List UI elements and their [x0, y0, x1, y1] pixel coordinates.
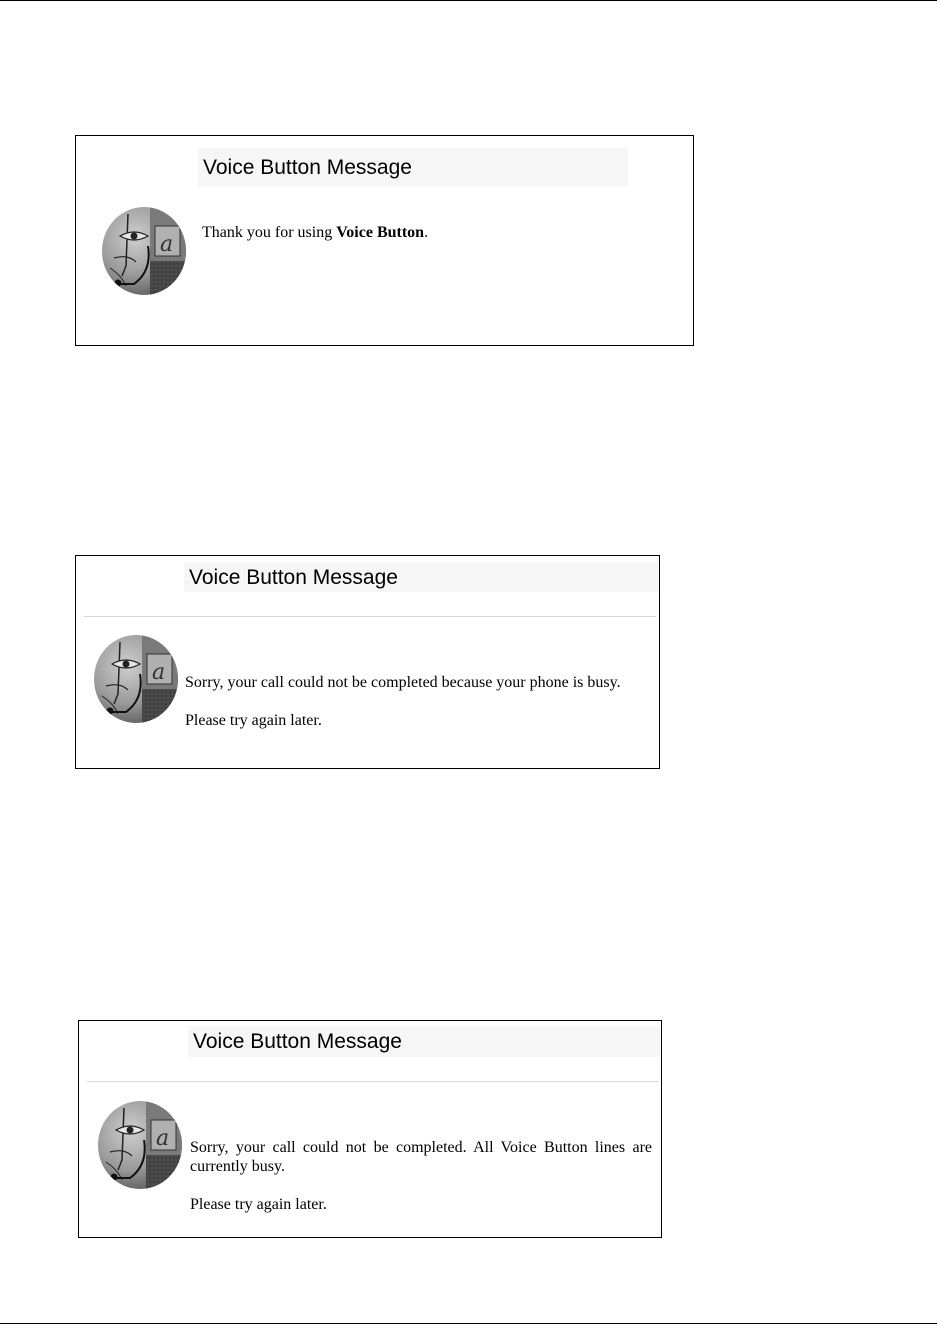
- window-title: [198, 148, 628, 186]
- window-title-text: Voice Button Message: [189, 565, 398, 589]
- window-title: [184, 562, 658, 592]
- message-text: [202, 223, 652, 242]
- message-text-lead: Thank you for using: [202, 224, 337, 241]
- message-body: [190, 1138, 652, 1214]
- message-window-lines-busy: [78, 1020, 662, 1238]
- message-window-thank-you: [75, 135, 694, 346]
- message-text-bold: Voice Button: [336, 224, 425, 241]
- window-title-text: Voice Button Message: [203, 155, 412, 179]
- message-window-phone-busy: [75, 555, 660, 769]
- page-bottom-rule: [0, 1323, 937, 1324]
- header-divider: [87, 1081, 659, 1082]
- message-line-2: Please try again later.: [185, 712, 322, 729]
- window-title-text: Voice Button Message: [193, 1030, 402, 1053]
- message-body: [185, 673, 635, 730]
- message-text-end: .: [424, 224, 429, 241]
- page-top-rule: [0, 0, 937, 1]
- header-divider: [84, 616, 656, 617]
- window-title: [188, 1026, 660, 1057]
- headset-agent-icon: [100, 206, 188, 296]
- message-body: [202, 223, 652, 242]
- headset-agent-icon: [92, 634, 180, 724]
- headset-agent-icon: [96, 1100, 184, 1190]
- message-line-2: Please try again later.: [190, 1196, 327, 1213]
- message-line-1: Sorry, your call could not be completed because your phone is busy.: [185, 674, 621, 691]
- message-line-1: Sorry, your call could not be completed. All Voice Button lines are currently busy.: [190, 1139, 652, 1175]
